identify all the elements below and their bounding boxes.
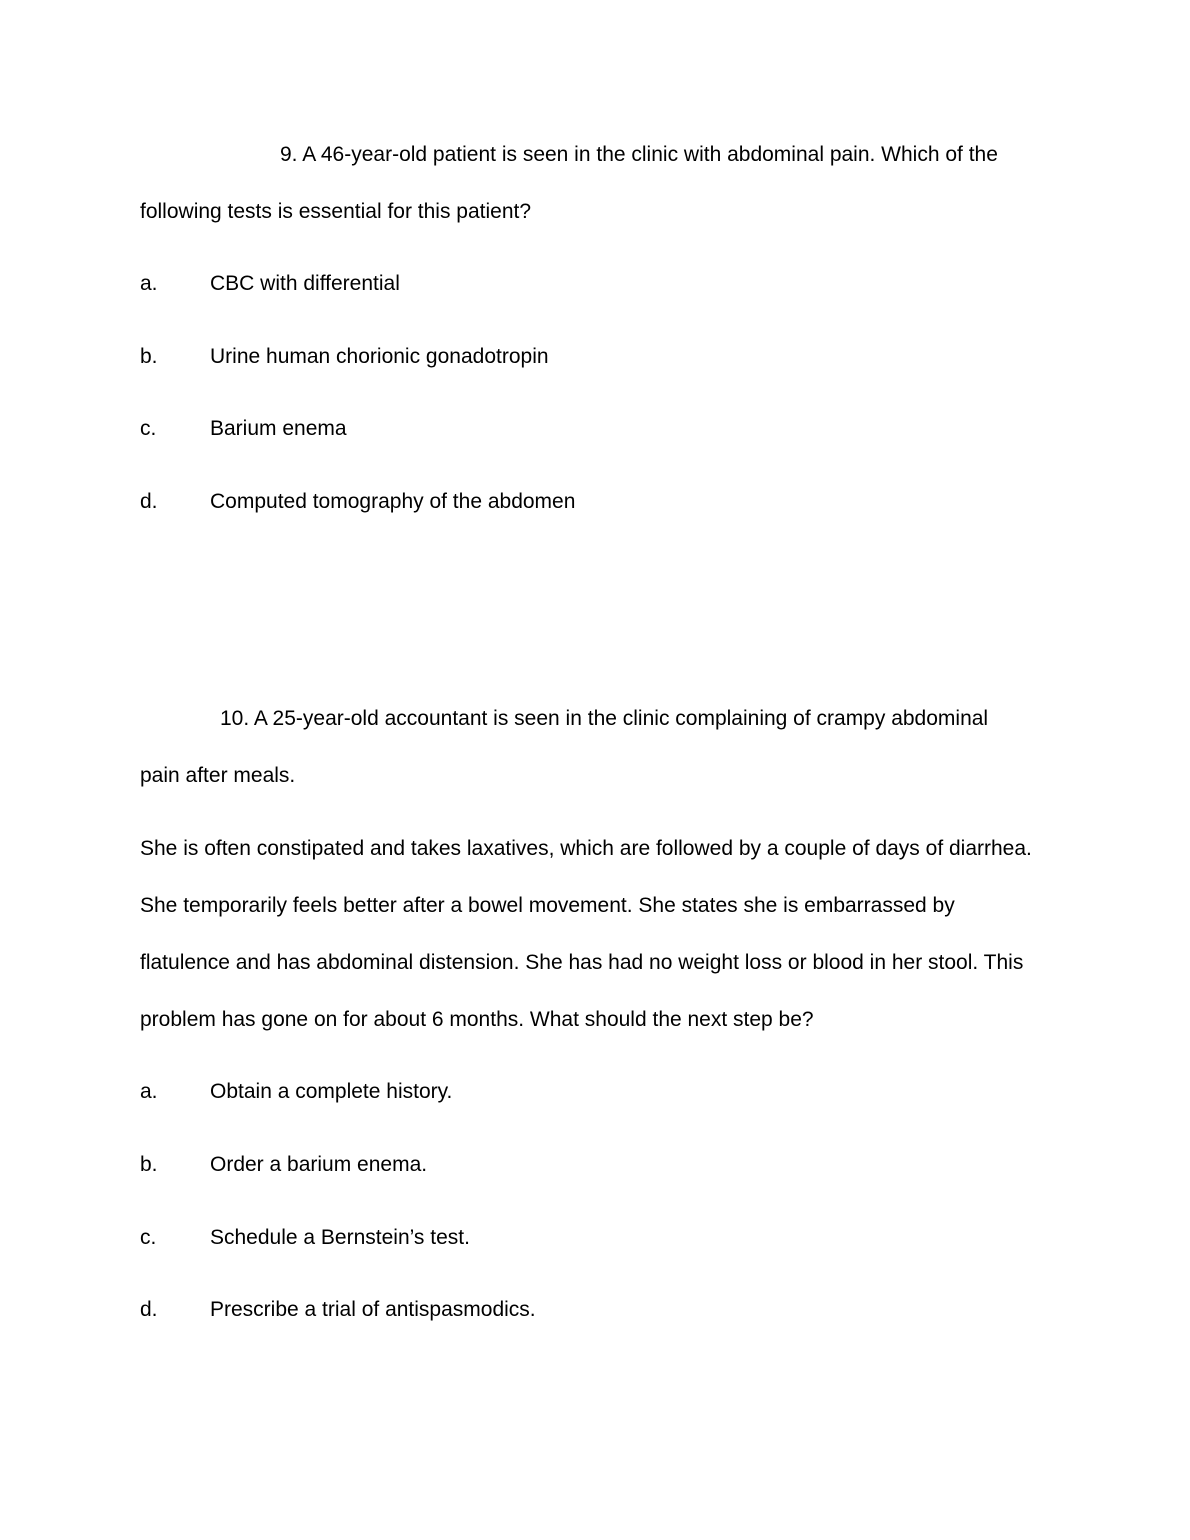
- option-letter: a.: [140, 1080, 158, 1103]
- option-letter: b.: [140, 345, 158, 368]
- option-text: Order a barium enema.: [210, 1153, 428, 1176]
- question-stem-line: She temporarily feels better after a bowel movement. She states she is embarrassed by: [140, 894, 955, 917]
- option-text: Prescribe a trial of antispasmodics.: [210, 1298, 536, 1321]
- option-letter: c.: [140, 1226, 157, 1249]
- option-text: CBC with differential: [210, 272, 400, 295]
- option-letter: a.: [140, 272, 158, 295]
- option-text: Schedule a Bernstein’s test.: [210, 1226, 470, 1249]
- option-text: Barium enema: [210, 417, 347, 440]
- question-stem-line: She is often constipated and takes laxatives, which are followed by a couple of days of diarrhea.: [140, 837, 1032, 860]
- option-letter: d.: [140, 490, 158, 513]
- question-stem-line: following tests is essential for this patient?: [140, 200, 532, 223]
- option-text: Urine human chorionic gonadotropin: [210, 345, 549, 368]
- option-text: Computed tomography of the abdomen: [210, 490, 576, 513]
- question-stem-line: problem has gone on for about 6 months. What should the next step be?: [140, 1008, 814, 1031]
- option-letter: b.: [140, 1153, 158, 1176]
- question-stem-line: pain after meals.: [140, 764, 296, 787]
- question-stem-line: 10. A 25-year-old accountant is seen in the clinic complaining of crampy abdominal: [220, 707, 989, 730]
- question-stem-line: 9. A 46-year-old patient is seen in the clinic with abdominal pain. Which of the: [280, 143, 998, 166]
- option-letter: d.: [140, 1298, 158, 1321]
- question-stem-line: flatulence and has abdominal distension. She has had no weight loss or blood in her stool. This: [140, 951, 1024, 974]
- option-text: Obtain a complete history.: [210, 1080, 453, 1103]
- option-letter: c.: [140, 417, 157, 440]
